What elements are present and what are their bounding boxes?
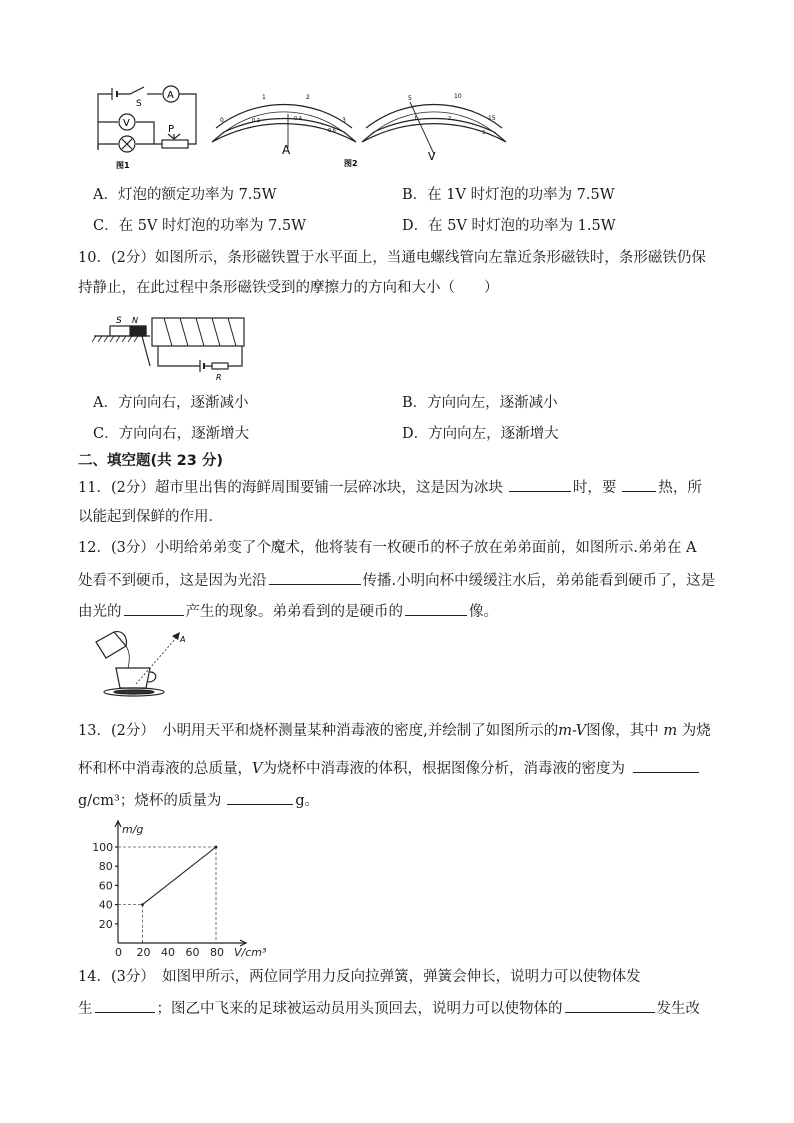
x-tick-label: 80 [210,946,224,959]
q11-blank-1[interactable] [509,476,571,492]
q12-text-d: 产生的现象。弟弟看到的是硬币的 [185,604,403,620]
fig1-label: 图1 [116,161,130,170]
x-tick-label: 0 [115,946,122,959]
q13-text-b: 图像，其中 [586,723,659,739]
q9-figure [92,82,512,172]
q14-line2 [78,997,700,1019]
q11-line2: 以能起到保鲜的作用． [78,509,223,525]
q10-figure [92,310,252,382]
q10-option-d: D．方向向左，逐渐增大 [402,426,559,442]
q10-option-c: C．方向向右，逐渐增大 [93,426,250,442]
q14-blank-2[interactable] [565,997,655,1013]
q12-cup-figure [92,628,192,700]
ammeter-inner-tick-2: 0.6 [328,128,336,134]
q10-line2: 持静止，在此过程中条形磁铁受到的摩擦力的方向和大小（ ） [78,280,499,296]
voltmeter-inner-1: 1 [414,116,418,122]
data-point [215,846,218,849]
q11-text-a: 11．(2分）超市里出售的海鲜周围要铺一层碎冰块，这是因为冰块 [78,480,503,496]
y-tick-label: 40 [98,898,113,912]
q9-option-d: D．在 5V 时灯泡的功率为 1.5W [402,218,616,234]
ammeter-letter: A [282,143,291,157]
q12-line3 [78,600,498,622]
q13-text-d: 杯和杯中消毒液的总质量， [78,761,252,777]
ammeter-tick-3: 3 [342,117,346,124]
circuit-diagram-fig1 [98,86,196,152]
q13-m: m [663,723,678,739]
q12-blank-3[interactable] [405,600,467,616]
y-tick-label: 80 [98,860,113,874]
q14-text-b: ；图乙中飞来的足球被运动员用头顶回去，说明力可以使物体的 [156,1001,563,1017]
voltmeter-symbol: V [123,118,130,129]
voltmeter-tick-5: 5 [408,95,412,102]
q12-line2 [78,569,715,591]
ammeter-tick-0: 0 [220,117,224,124]
y-tick-label: 20 [98,917,113,931]
q14-text-a: 生 [78,1001,93,1017]
voltmeter-inner-3: 3 [482,130,486,136]
y-tick-label: 60 [98,879,113,893]
q13-text-c: 为烧 [681,723,711,739]
voltmeter-inner-2: 2 [448,116,452,122]
q13-v: V [252,761,263,777]
q14-blank-1[interactable] [95,997,155,1013]
resistor-label: R [216,373,222,382]
x-tick-label: 60 [185,946,200,959]
q13-text-f: g/cm³；烧杯的质量为 [78,793,222,809]
q10-line1: 10．(2分）如图所示，条形磁铁置于水平面上，当通电螺线管向左靠近条形磁铁时，条形磁铁仍保 [78,250,706,266]
q12-text-e: 像。 [469,604,498,620]
q12-text-c: 由光的 [78,604,122,620]
q12-line1: 12．(3分）小明给弟弟变了个魔术，他将装有一枚硬币的杯子放在弟弟面前，如图所示.弟弟在 A [78,540,697,556]
voltmeter-tick-10: 10 [454,93,462,100]
q11-line1 [78,476,702,498]
magnet-s-label: S [116,316,122,326]
x-axis-label: V/cm³ [234,946,267,959]
q12-blank-1[interactable] [269,569,361,585]
q12-text-b: 传播.小明向杯中缓缓注水后，弟弟能看到硬币了，这是 [362,573,716,589]
q13-line1 [78,721,711,741]
eye-label: A [180,635,186,644]
q13-text-a: 13．(2分） 小明用天平和烧杯测量某种消毒液的密度,并绘制了如图所示的 [78,723,559,739]
q11-text-b: 时，要 [572,480,617,496]
q10-option-a: A．方向向右，逐渐减小 [93,395,249,411]
voltmeter-dial [362,102,506,154]
q13-line3 [78,789,319,811]
fig2-label: 图2 [344,159,358,168]
q13-blank-2[interactable] [227,789,293,805]
switch-label: S [136,99,142,109]
section-title: 二、填空题(共 23 分) [78,453,224,469]
q14-text-c: 发生改 [656,1001,700,1017]
q12-text-a: 处看不到硬币，这是因为光沿 [78,573,267,589]
q9-option-a: A．灯泡的额定功率为 7.5W [93,187,277,203]
q14-line1: 14．(3分） 如图甲所示，两位同学用力反向拉弹簧，弹簧会伸长，说明力可以使物体发 [78,969,641,985]
q13-text-g: g。 [295,793,320,809]
magnet-n-label: N [132,316,138,325]
ammeter-dial [212,104,356,148]
q13-text-e: 为烧杯中消毒液的体积，根据图像分析，消毒液的密度为 [262,761,625,777]
voltmeter-tick-15: 15 [488,115,496,122]
q9-option-c: C．在 5V 时灯泡的功率为 7.5W [93,218,307,234]
ammeter-inner-tick-1: 0.4 [294,116,302,122]
y-tick-label: 100 [92,841,114,854]
q13-blank-1[interactable] [633,757,699,773]
ammeter-tick-1: 1 [262,94,266,101]
ammeter-symbol: A [167,90,174,101]
y-axis-label: m/g [122,823,144,836]
q11-blank-2[interactable] [622,476,656,492]
q10-option-b: B．方向向左，逐渐减小 [402,395,558,411]
x-tick-label: 20 [136,946,151,959]
ammeter-inner-tick-0: 0.2 [252,118,260,124]
x-tick-label: 40 [161,946,175,959]
voltmeter-letter: V [428,150,436,163]
rheostat-label: P [168,124,175,135]
mv-line [143,847,217,905]
ammeter-tick-2: 2 [306,94,310,101]
mv-chart [90,815,290,959]
data-point [141,903,144,906]
q13-mv: m-V [558,723,587,739]
q9-option-b: B．在 1V 时灯泡的功率为 7.5W [402,187,615,203]
q13-line2 [78,757,701,779]
q12-blank-2[interactable] [124,600,184,616]
q11-text-c: 热，所 [658,480,702,496]
